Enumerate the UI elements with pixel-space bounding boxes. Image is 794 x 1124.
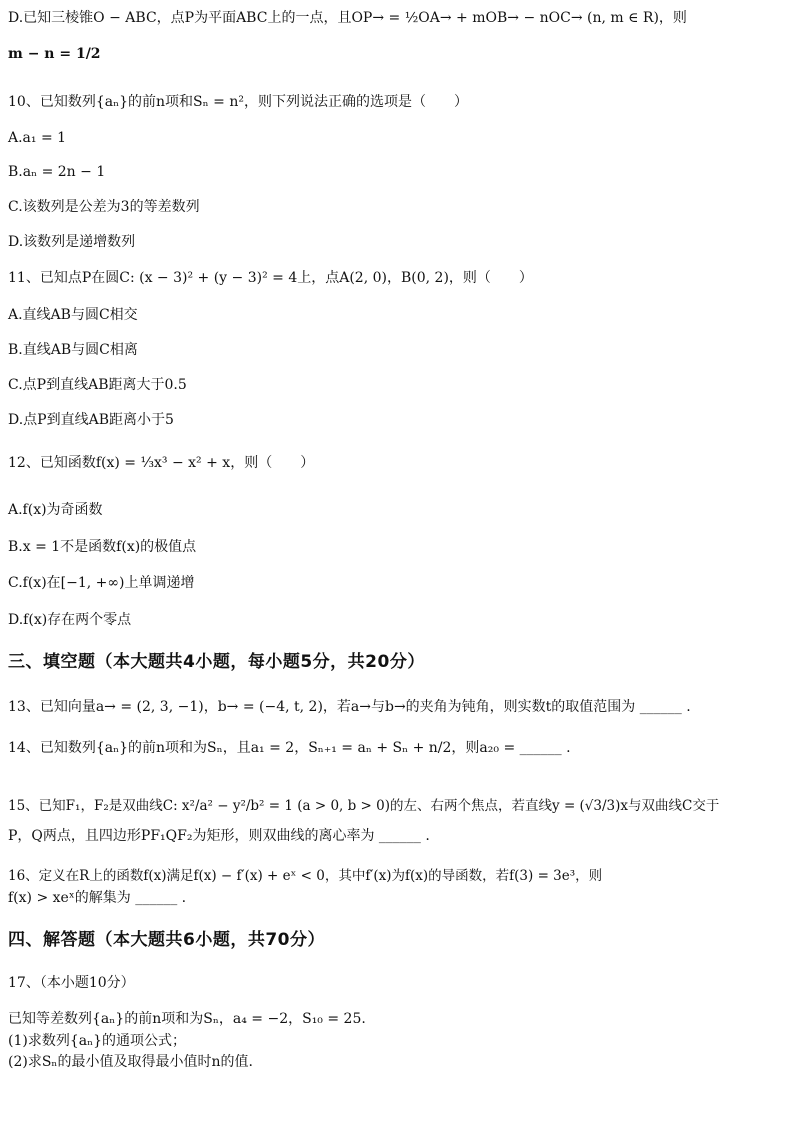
- q17-stem: 已知等差数列{aₙ}的前n项和为Sₙ，a₄ = −2，S₁₀ = 25.: [8, 1011, 366, 1027]
- q10-option-d: D.该数列是递增数列: [8, 234, 136, 250]
- q9-option-d-line1: D.已知三棱锥O − ABC，点P为平面ABC上的一点，且OP→ = ½OA→ + mOB→ − nOC→ (n, m ∈ R)，则: [8, 10, 687, 26]
- q14-stem: 14、已知数列{aₙ}的前n项和为Sₙ，且a₁ = 2，Sₙ₊₁ = aₙ + Sₙ + n/2，则a₂₀ = ______ .: [8, 740, 571, 756]
- q9-option-d-line2: m − n = 1/2: [8, 46, 101, 62]
- q12-option-d: D.f(x)存在两个零点: [8, 612, 132, 628]
- q13-stem: 13、已知向量a→ = (2, 3, −1)，b→ = (−4, t, 2)，若a→与b→的夹角为钝角，则实数t的取值范围为 ______ .: [8, 699, 691, 715]
- q17-part2: (2)求Sₙ的最小值及取得最小值时n的值.: [8, 1054, 253, 1070]
- q10-option-c: C.该数列是公差为3的等差数列: [8, 199, 200, 215]
- q11-option-b: B.直线AB与圆C相离: [8, 342, 138, 358]
- q16-line2: f(x) > xeˣ的解集为 ______ .: [8, 890, 187, 906]
- q11-option-c: C.点P到直线AB距离大于0.5: [8, 377, 187, 393]
- q15-line1: 15、已知F₁，F₂是双曲线C: x²/a² − y²/b² = 1 (a > 0, b > 0)的左、右两个焦点，若直线y = (√3/3)x与双曲线C交于: [8, 798, 720, 814]
- q10-option-b: B.aₙ = 2n − 1: [8, 164, 106, 180]
- q11-stem: 11、已知点P在圆C: (x − 3)² + (y − 3)² = 4上，点A(2, 0)，B(0, 2)，则（ ）: [8, 270, 533, 286]
- q11-option-a: A.直线AB与圆C相交: [8, 307, 138, 323]
- section-3-heading: 三、填空题（本大题共4小题，每小题5分，共20分）: [8, 652, 425, 672]
- q10-option-a: A.a₁ = 1: [8, 130, 67, 146]
- q17-header: 17、（本小题10分）: [8, 975, 135, 991]
- q12-option-c: C.f(x)在[−1, +∞)上单调递增: [8, 575, 195, 591]
- section-4-heading: 四、解答题（本大题共6小题，共70分）: [8, 930, 325, 950]
- q10-stem: 10、已知数列{aₙ}的前n项和Sₙ = n²，则下列说法正确的选项是（ ）: [8, 94, 468, 110]
- q11-option-d: D.点P到直线AB距离小于5: [8, 412, 174, 428]
- q12-option-b: B.x = 1不是函数f(x)的极值点: [8, 539, 197, 555]
- q17-part1: (1)求数列{aₙ}的通项公式；: [8, 1033, 187, 1049]
- q15-line2: P，Q两点，且四边形PF₁QF₂为矩形，则双曲线的离心率为 ______ .: [8, 828, 430, 844]
- q12-stem: 12、已知函数f(x) = ⅓x³ − x² + x，则（ ）: [8, 455, 315, 471]
- q12-option-a: A.f(x)为奇函数: [8, 502, 103, 518]
- q16-line1: 16、定义在R上的函数f(x)满足f(x) − f′(x) + eˣ < 0，其中f′(x)为f(x)的导函数，若f(3) = 3e³，则: [8, 868, 603, 884]
